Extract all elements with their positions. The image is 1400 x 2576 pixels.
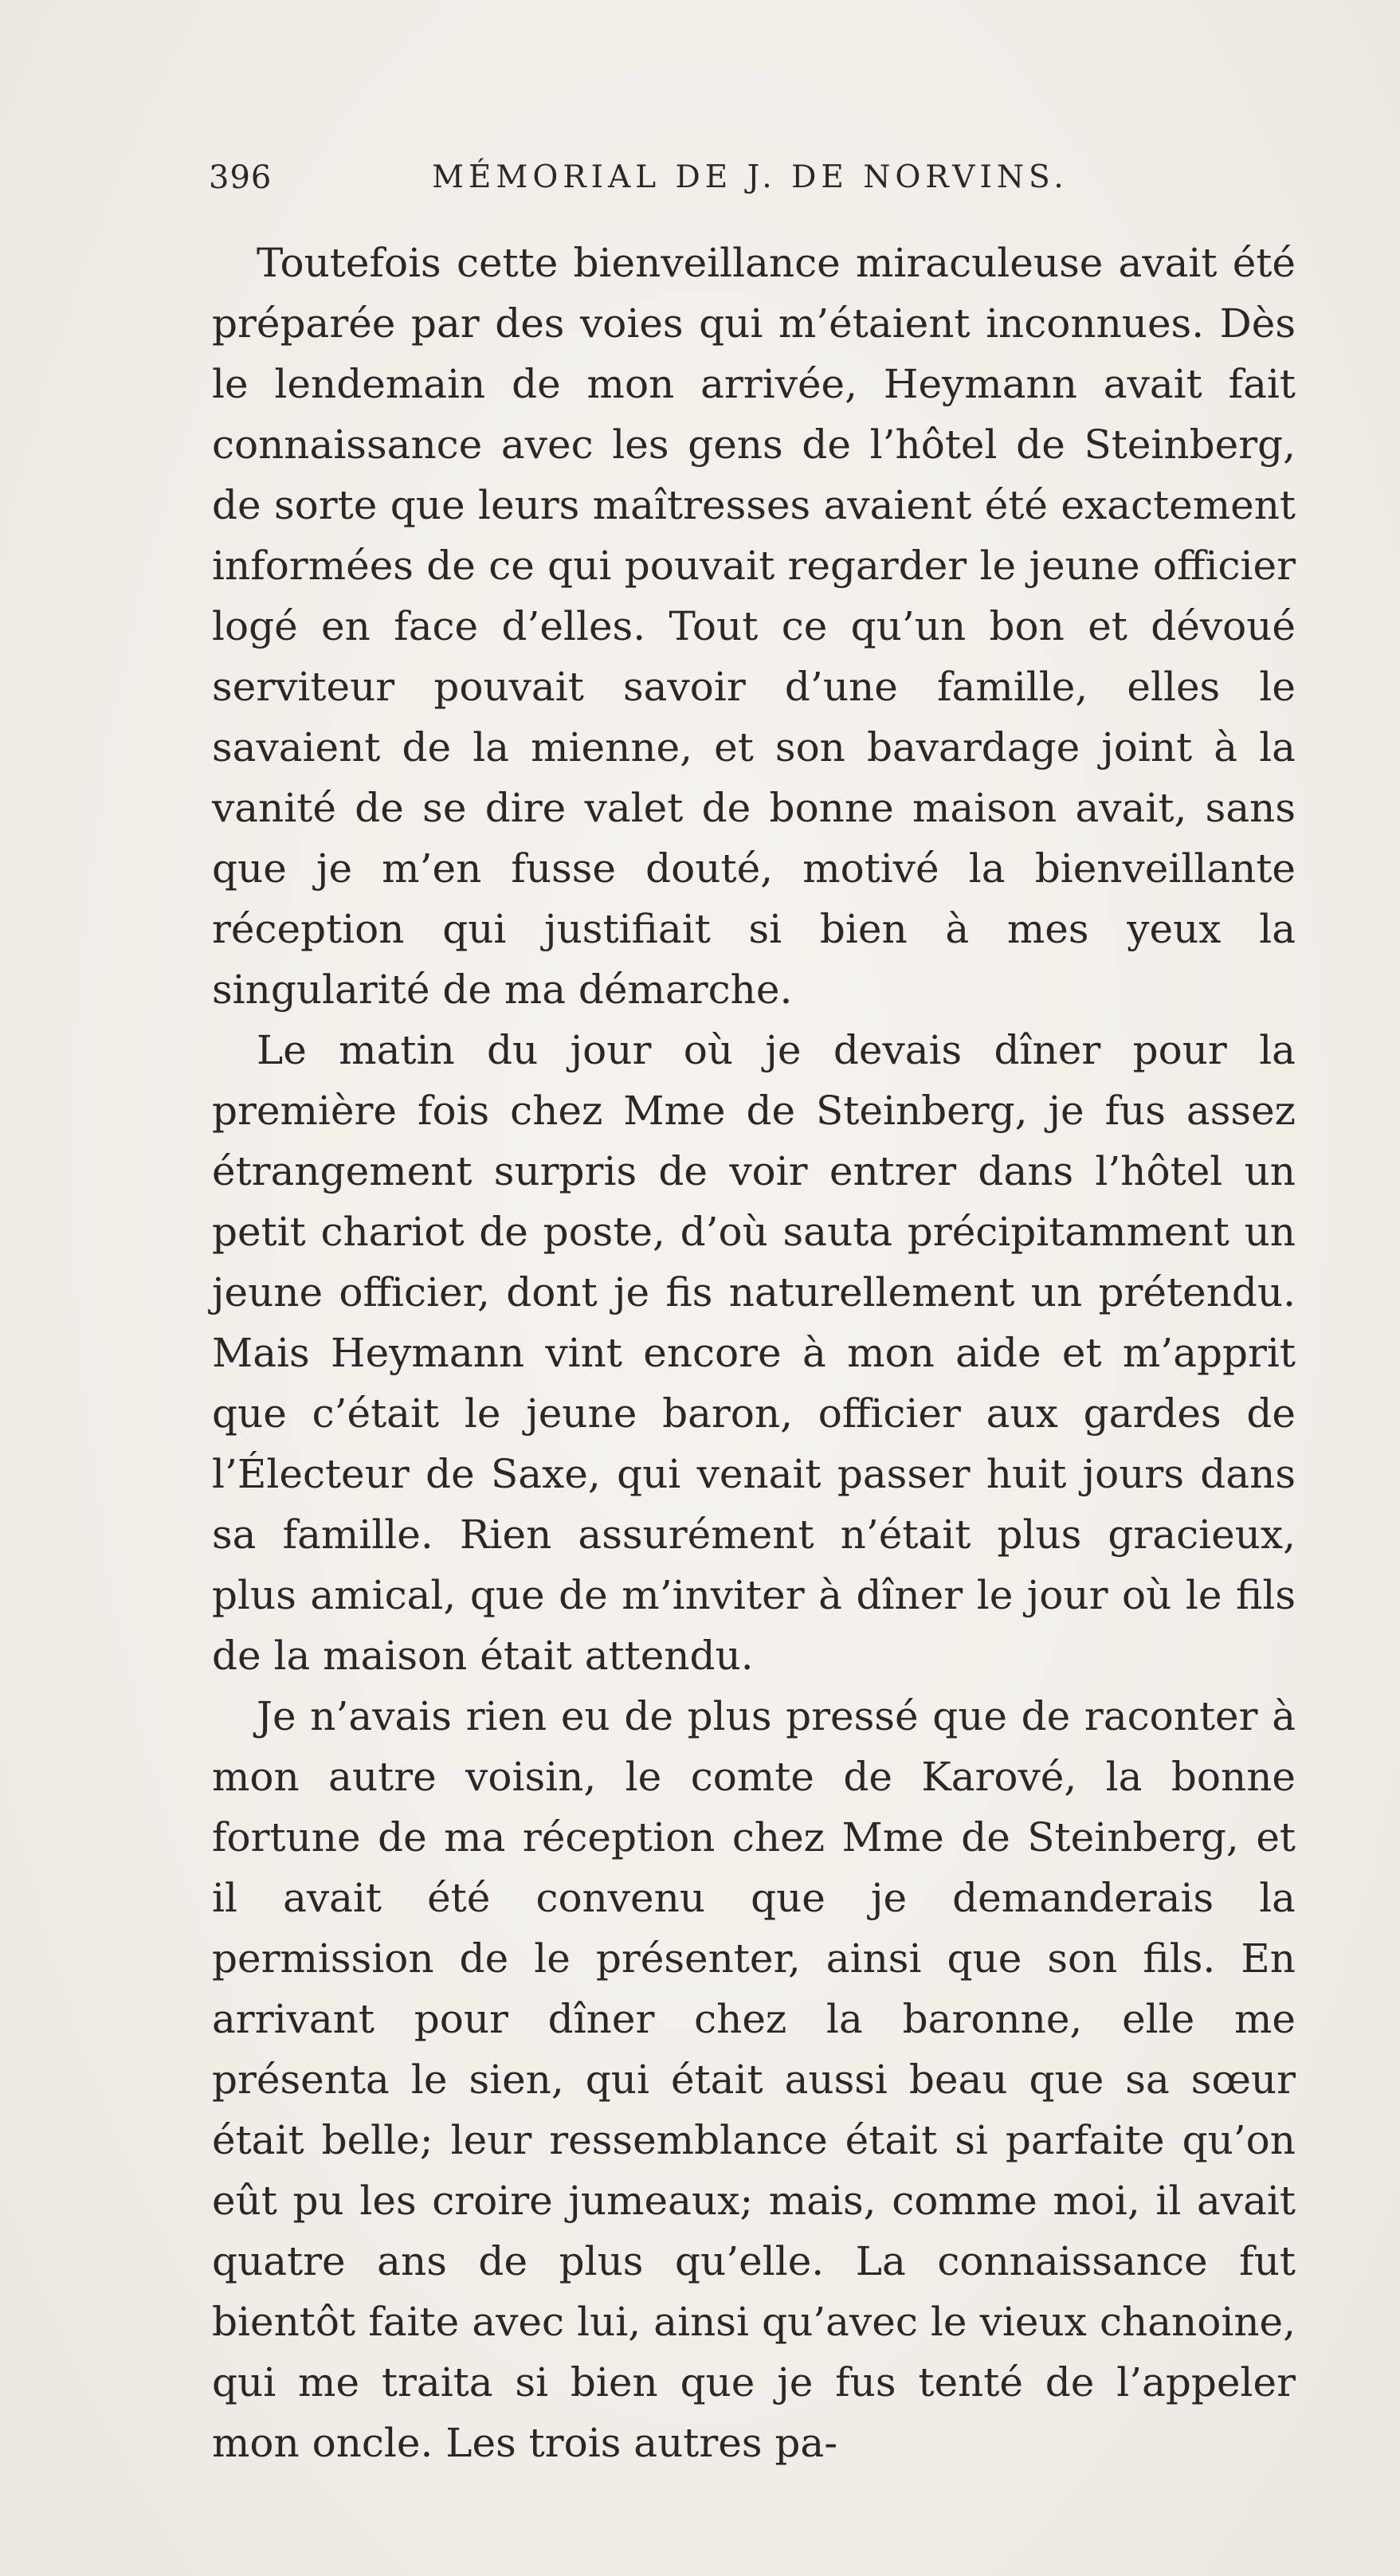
paragraph-3: Je n’avais rien eu de plus pressé que de raconter à mon autre voisin, le comte de Karové, la bonne fortune de ma réception chez Mme de Steinberg, et il avait été convenu que je demanderais la permission de le présenter, ainsi que son fils. En arrivant pour dîner chez la baronne, elle me présenta le sien, qui était aussi beau que sa sœur était belle; leur ressemblance était si parfaite qu’on eût pu les croire jumeaux; mais, comme moi, il avait quatre ans de plus qu’elle. La connaissance fut bientôt faite avec lui, ainsi qu’avec le vieux chanoine, qui me traita si bien que je fus tenté de l’appeler mon oncle. Les trois autres pa-	[212, 1693, 1296, 2466]
paragraph-1: Toutefois cette bienveillance miraculeuse avait été préparée par des voies qui m’étaient inconnues. Dès le lendemain de mon arrivée, Heymann avait fait connaissance avec les gens de l’hôtel de Steinberg, de sorte que leurs maîtresses avaient été exactement informées de ce qui pouvait regarder le jeune officier logé en face d’elles. Tout ce qu’un bon et dévoué serviteur pouvait savoir d’une famille, elles le savaient de la mienne, et son bavardage joint à la vanité de se dire valet de bonne maison avait, sans que je m’en fusse douté, motivé la bienveillante réception qui justifiait si bien à mes yeux la singularité de ma démarche.	[212, 240, 1296, 1013]
page-number: 396	[209, 159, 273, 196]
page-header	[209, 159, 1237, 207]
running-head: MÉMORIAL DE J. DE NORVINS.	[432, 159, 1069, 195]
paragraph-2: Le matin du jour où je devais dîner pour la première fois chez Mme de Steinberg, je fus assez étrangement surpris de voir entrer dans l’hôtel un petit chariot de poste, d’où sauta précipitamment un jeune officier, dont je fis naturellement un prétendu. Mais Heymann vint encore à mon aide et m’apprit que c’était le jeune baron, officier aux gardes de l’Électeur de Saxe, qui venait passer huit jours dans sa famille. Rien assurément n’était plus gracieux, plus amical, que de m’inviter à dîner le jour où le fils de la maison était attendu.	[212, 1027, 1296, 1679]
body-text	[212, 233, 1296, 2473]
